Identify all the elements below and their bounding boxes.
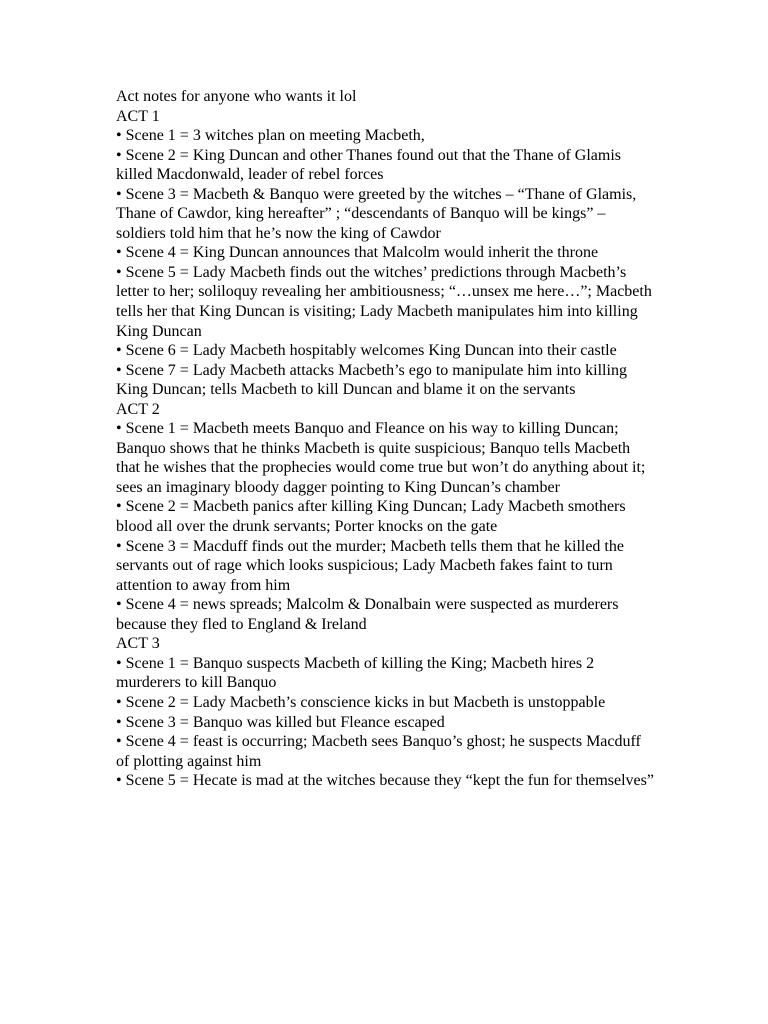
document-page [116, 87, 656, 791]
scene-note: • Scene 7 = Lady Macbeth attacks Macbeth’s ego to manipulate him into killing King Duncan; tells Macbeth to kill Duncan and blame it on the servants [116, 361, 627, 399]
scene-note: • Scene 5 = Lady Macbeth finds out the witches’ predictions through Macbeth’s letter to her; soliloquy revealing her ambitiousness; “…unsex me here…”; Macbeth tells her that King Duncan is visiting; Lady Macbeth manipulates him into killing King Duncan [116, 263, 652, 340]
document-title: Act notes for anyone who wants it lol [116, 88, 357, 105]
scene-note: • Scene 2 = Lady Macbeth’s conscience kicks in but Macbeth is unstoppable [116, 693, 606, 711]
scene-note: • Scene 1 = Macbeth meets Banquo and Fleance on his way to killing Duncan; Banquo shows that he thinks Macbeth is quite suspicious; Banquo tells Macbeth that he wishes that the prophecies would come true but won’t do anything about it; sees an imaginary bloody dagger pointing to King Duncan’s chamber [116, 420, 646, 496]
scene-note: • Scene 3 = Macduff finds out the murder; Macbeth tells them that he killed the servants out of rage which looks suspicious; Lady Macbeth fakes faint to turn attention to away from him [116, 537, 624, 594]
scene-note: • Scene 2 = King Duncan and other Thanes found out that the Thane of Glamis killed Macdonwald, leader of rebel forces [116, 146, 622, 184]
act-heading: ACT 3 [116, 635, 160, 653]
act-heading: ACT 2 [116, 400, 160, 418]
scene-note: • Scene 6 = Lady Macbeth hospitably welcomes King Duncan into their castle [116, 342, 617, 360]
scene-note: • Scene 4 = feast is occurring; Macbeth sees Banquo’s ghost; he suspects Macduff of plotting against him [116, 733, 641, 770]
scene-note: • Scene 4 = news spreads; Malcolm & Donalbain were suspected as murderers because they fled to England & Ireland [116, 596, 619, 633]
scene-note: • Scene 3 = Banquo was killed but Fleance escaped [116, 713, 445, 731]
scene-note: • Scene 1 = Banquo suspects Macbeth of killing the King; Macbeth hires 2 murderers to kill Banquo [116, 654, 595, 692]
scene-note: • Scene 3 = Macbeth & Banquo were greeted by the witches – “Thane of Glamis, Thane of Cawdor, king hereafter” ; “descendants of Banquo will be kings” – soldiers told him that he’s now the king of Cawdor [116, 185, 637, 242]
scene-note: • Scene 5 = Hecate is mad at the witches because they “kept the fun for themselves” [116, 772, 654, 790]
scene-note: • Scene 2 = Macbeth panics after killing King Duncan; Lady Macbeth smothers blood all over the drunk servants; Porter knocks on the gate [116, 498, 626, 536]
scene-note: • Scene 1 = 3 witches plan on meeting Macbeth, [116, 127, 425, 145]
act-heading: ACT 1 [116, 107, 160, 125]
scene-note: • Scene 4 = King Duncan announces that Malcolm would inherit the throne [116, 244, 599, 262]
